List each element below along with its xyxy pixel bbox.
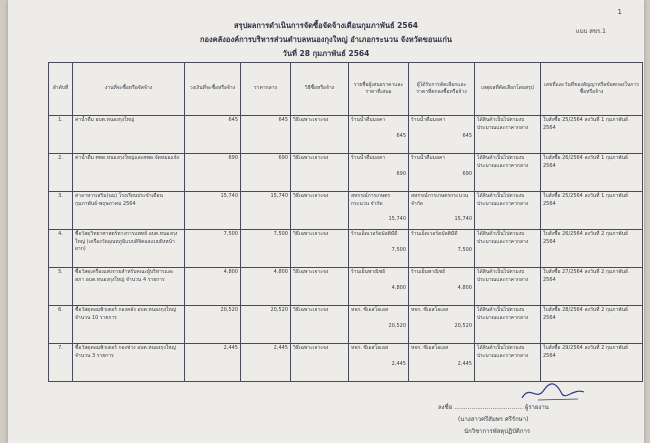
table-cell <box>49 230 73 268</box>
table-cell <box>409 344 475 382</box>
table-cell <box>49 268 73 306</box>
winner-name: ร้านน้ำดื่มมอคา <box>411 117 446 123</box>
table-cell <box>409 230 475 268</box>
table-cell <box>49 116 73 154</box>
bidder-price: 7,500 <box>391 246 406 253</box>
selection-reason: ได้สินค้าเป็นไปตามงบประมาณและราคากลาง <box>477 269 529 283</box>
procurement-method: วิธีเฉพาะเจาะจง <box>293 307 329 313</box>
contract-reference: ใบสั่งซื้อ 25/2564 ลงวันที่ 1 กุมภาพันธ์ 2564 <box>543 193 629 207</box>
winner-name: ร้านเอ็ดเวอร์ดมัลติมีดี <box>411 231 458 237</box>
table-cell <box>185 306 241 344</box>
table-cell <box>475 154 541 192</box>
row-number: 6. <box>58 307 63 313</box>
page-number: 1 <box>617 8 622 16</box>
table-cell <box>409 268 475 306</box>
column-header: งานที่จะซื้อหรือจัดจ้าง <box>73 63 185 116</box>
winner-price: 7,500 <box>457 246 472 253</box>
median-price: 2,445 <box>273 345 288 351</box>
table-cell <box>241 306 291 344</box>
row-number: 7. <box>58 345 63 351</box>
bidder-name: หจก. ซีเอสโอเอส <box>351 307 389 313</box>
table-cell <box>475 306 541 344</box>
selection-reason: ได้สินค้าเป็นไปตามงบประมาณและราคากลาง <box>477 231 529 245</box>
table-cell <box>185 344 241 382</box>
bidder-price: 4,800 <box>391 284 406 291</box>
selection-reason: ได้สินค้าเป็นไปตามงบประมาณและราคากลาง <box>477 193 529 207</box>
table-cell <box>541 192 643 230</box>
signed-label: ลงชื่อ <box>438 404 453 411</box>
budget-amount: 20,520 <box>220 307 238 313</box>
bidder-name: ร้านน้ำดื่มมอคา <box>351 155 386 161</box>
bidder-price: 690 <box>396 170 406 177</box>
procurement-table <box>48 62 643 382</box>
column-header: ราคากลาง <box>241 63 291 116</box>
table-cell <box>241 154 291 192</box>
contract-reference: ใบสั่งซื้อ 25/2564 ลงวันที่ 1 กุมภาพันธ์ 2564 <box>543 117 629 131</box>
table-cell <box>49 192 73 230</box>
median-price: 20,520 <box>270 307 288 313</box>
table-cell <box>291 230 349 268</box>
table-cell <box>73 116 185 154</box>
table-cell <box>349 344 409 382</box>
table-cell <box>73 154 185 192</box>
table-cell <box>291 192 349 230</box>
procurement-method: วิธีเฉพาะเจาะจง <box>293 345 329 351</box>
item-description: ซื้อวัสดุคอมพิวเตอร์ กองคลัง อบต.หนองกุงใหญ่ จำนวน 10 รายการ <box>75 307 177 321</box>
table-cell <box>475 230 541 268</box>
table-cell <box>475 344 541 382</box>
table-cell <box>291 344 349 382</box>
table-row <box>49 192 643 230</box>
row-number: 5. <box>58 269 63 275</box>
winner-price: 645 <box>462 132 472 139</box>
table-cell <box>475 268 541 306</box>
selection-reason: ได้สินค้าเป็นไปตามงบประมาณและราคากลาง <box>477 117 529 131</box>
table-cell <box>185 154 241 192</box>
table-cell <box>185 116 241 154</box>
item-description: ซื้อวัสดุวิทยาศาสตร์ทางการแพทย์ อบต.หนองกุงใหญ่ (เครื่องวัดอุณหภูมิแบบดิจิตอลแบบยิงหน้าผาก) <box>75 231 178 252</box>
bidder-name: หจก. ซีเอสโอเอส <box>351 345 389 351</box>
form-code: แบบ สขร.1 <box>575 28 606 35</box>
item-description: ค่าน้ำดื่ม ศพด.หนองกุงใหญ่และศพด.จัดหมอแจ้ง <box>75 155 180 161</box>
budget-amount: 7,500 <box>223 231 238 237</box>
table-cell <box>541 116 643 154</box>
table-header-row <box>49 63 643 116</box>
table-cell <box>73 344 185 382</box>
table-cell <box>241 192 291 230</box>
table-cell <box>291 306 349 344</box>
table-cell <box>73 230 185 268</box>
table-cell <box>409 306 475 344</box>
column-header: วิธีซื้อหรือจ้าง <box>291 63 349 116</box>
signer-name: (นางสาวศรีสัมพร ศรีรักษา) <box>458 416 529 423</box>
table-cell <box>241 344 291 382</box>
winner-name: หจก. ซีเอสโอเอส <box>411 307 449 313</box>
median-price: 15,740 <box>270 193 288 199</box>
winner-price: 690 <box>462 170 472 177</box>
table-row <box>49 268 643 306</box>
budget-amount: 4,800 <box>223 269 238 275</box>
signature-line: ลงชื่อ .................................... ผู้รายงาน <box>438 404 549 411</box>
winner-price: 15,740 <box>454 216 472 222</box>
winner-price: 2,445 <box>457 360 472 367</box>
budget-amount: 15,740 <box>220 193 238 199</box>
column-header: เหตุผลที่คัดเลือกโดยสรุป <box>475 63 541 116</box>
procurement-method: วิธีเฉพาะเจาะจง <box>293 193 329 199</box>
table-cell <box>541 306 643 344</box>
table-cell <box>409 116 475 154</box>
median-price: 645 <box>278 117 288 123</box>
document-page <box>8 0 644 443</box>
signer-position: นักวิชาการพัสดุปฏิบัติการ <box>464 428 531 435</box>
procurement-table-wrapper <box>48 62 642 382</box>
bidder-price: 2,445 <box>391 360 406 367</box>
procurement-method: วิธีเฉพาะเจาะจง <box>293 269 329 275</box>
table-cell <box>541 268 643 306</box>
budget-amount: 690 <box>228 155 238 161</box>
table-cell <box>241 116 291 154</box>
table-cell <box>49 344 73 382</box>
column-header: วงเงินที่จะซื้อหรือจ้าง <box>185 63 241 116</box>
contract-reference: ใบสั่งซื้อ 29/2564 ลงวันที่ 2 กุมภาพันธ์ 2564 <box>543 345 629 359</box>
table-cell <box>349 192 409 230</box>
procurement-method: วิธีเฉพาะเจาะจง <box>293 117 329 123</box>
column-header: ผู้ได้รับการคัดเลือกและราคาที่ตกลงซื้อหรือจ้าง <box>409 63 475 116</box>
table-cell <box>541 230 643 268</box>
table-row <box>49 154 643 192</box>
winner-name: ร้านน้ำดื่มมอคา <box>411 155 446 161</box>
bidder-price: 645 <box>396 132 406 139</box>
budget-amount: 2,445 <box>223 345 238 351</box>
item-description: ซื้อวัสดุคอมพิวเตอร์ กองช่าง อบต.หนองกุงใหญ่ จำนวน 3 รายการ <box>75 345 176 359</box>
table-cell <box>349 116 409 154</box>
procurement-method: วิธีเฉพาะเจาะจง <box>293 231 329 237</box>
table-cell <box>409 154 475 192</box>
winner-name: ร้านเย็นพาณิชย์ <box>411 269 446 275</box>
median-price: 7,500 <box>273 231 288 237</box>
table-cell <box>349 268 409 306</box>
table-cell <box>49 306 73 344</box>
table-cell <box>541 344 643 382</box>
median-price: 690 <box>278 155 288 161</box>
column-header: รายชื่อผู้เสนอราคาและราคาที่เสนอ <box>349 63 409 116</box>
winner-price: 4,800 <box>457 284 472 291</box>
table-row <box>49 116 643 154</box>
report-date: วันที่ 28 กุมภาพันธ์ 2564 <box>282 49 370 58</box>
item-description: ซื้อวัสดุเครื่องแต่งกายสำหรับคณะผู้บริหารและสภา อบต.หนองกุงใหญ่ จำนวน 4 รายการ <box>75 269 174 283</box>
selection-reason: ได้สินค้าเป็นไปตามงบประมาณและราคากลาง <box>477 155 529 169</box>
table-cell <box>73 192 185 230</box>
selection-reason: ได้สินค้าเป็นไปตามงบประมาณและราคากลาง <box>477 345 529 359</box>
column-header: ลำดับที่ <box>49 63 73 116</box>
row-number: 2. <box>58 155 63 161</box>
table-cell <box>349 230 409 268</box>
table-cell <box>475 192 541 230</box>
bidder-name: ร้านน้ำดื่มมอคา <box>351 117 386 123</box>
contract-reference: ใบสั่งซื้อ 26/2564 ลงวันที่ 2 กุมภาพันธ์ 2564 <box>543 231 629 245</box>
table-cell <box>291 268 349 306</box>
table-cell <box>541 154 643 192</box>
table-cell <box>185 230 241 268</box>
organization-line: กองคลังองค์การบริหารส่วนตำบลหนองกุงใหญ่ อำเภอกระนวน จังหวัดขอนแก่น <box>199 35 453 44</box>
table-cell <box>185 268 241 306</box>
winner-price: 20,520 <box>454 322 472 329</box>
table-cell <box>241 230 291 268</box>
table-cell <box>241 268 291 306</box>
table-cell <box>409 192 475 230</box>
winner-name: สหกรณ์การเกษตรกระนวน จำกัด <box>411 193 469 207</box>
table-cell <box>185 192 241 230</box>
table-cell <box>49 154 73 192</box>
table-cell <box>475 116 541 154</box>
contract-reference: ใบสั่งซื้อ 26/2564 ลงวันที่ 1 กุมภาพันธ์ 2564 <box>543 155 629 169</box>
contract-reference: ใบสั่งซื้อ 28/2564 ลงวันที่ 2 กุมภาพันธ์ 2564 <box>543 307 629 321</box>
row-number: 1. <box>58 117 63 123</box>
bidder-price: 15,740 <box>388 216 406 222</box>
bidder-name: ร้านเย็นพาณิชย์ <box>351 269 386 275</box>
selection-reason: ได้สินค้าเป็นไปตามงบประมาณและราคากลาง <box>477 307 529 321</box>
table-cell <box>291 116 349 154</box>
reporter-role: ผู้รายงาน <box>524 404 549 411</box>
procurement-method: วิธีเฉพาะเจาะจง <box>293 155 329 161</box>
item-description: ค่าอาหารเสริม(นม) โรงเรียนประจำเดือน กุมภาพันธ์-พฤษภาคม 2564 <box>75 193 163 207</box>
column-header: เลขที่และวันที่ของสัญญาหรือข้อตกลงในการซื้อหรือจ้าง <box>541 63 643 116</box>
median-price: 4,800 <box>273 269 288 275</box>
table-cell <box>291 154 349 192</box>
bidder-name: ร้านเอ็ดเวอร์ดมัลติมีดี <box>351 231 398 237</box>
table-row <box>49 344 643 382</box>
row-number: 4. <box>58 231 63 237</box>
table-cell <box>349 154 409 192</box>
contract-reference: ใบสั่งซื้อ 27/2564 ลงวันที่ 2 กุมภาพันธ์ 2564 <box>543 269 629 283</box>
table-row <box>49 230 643 268</box>
table-cell <box>73 306 185 344</box>
bidder-price: 20,520 <box>388 322 406 329</box>
table-cell <box>349 306 409 344</box>
budget-amount: 645 <box>228 117 238 123</box>
handwritten-signature <box>518 380 588 404</box>
document-title: สรุปผลการดำเนินการจัดซื้อจัดจ้างเดือนกุมภาพันธ์ 2564 <box>233 21 419 30</box>
item-description: ค่าน้ำดื่ม อบต.หนองกุงใหญ่ <box>75 117 135 123</box>
bidder-name: สหกรณ์การเกษตรกระนวน จำกัด <box>351 193 391 207</box>
table-cell <box>73 268 185 306</box>
row-number: 3. <box>58 193 63 199</box>
table-row <box>49 306 643 344</box>
winner-name: หจก. ซีเอสโอเอส <box>411 345 449 351</box>
